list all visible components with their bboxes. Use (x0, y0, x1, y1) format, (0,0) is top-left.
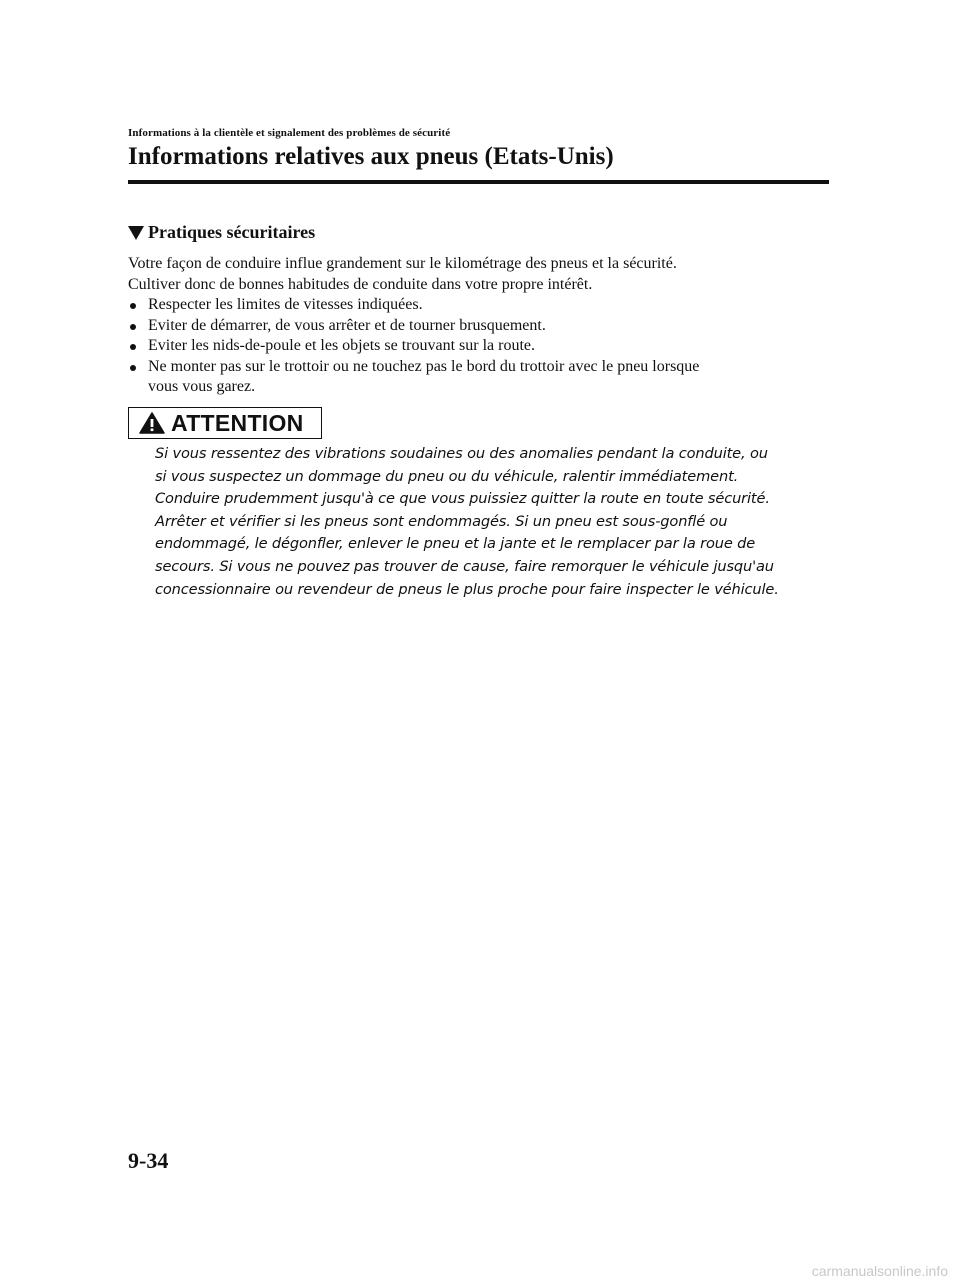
attention-line: si vous suspectez un dommage du pneu ou du véhicule, ralentir immédiatement. (155, 467, 739, 485)
intro-line: Cultiver donc de bonnes habitudes de conduite dans votre propre intérêt. (128, 275, 593, 293)
list-item-text: Ne monter pas sur le trottoir ou ne touchez pas le bord du trottoir avec le pneu lorsque (148, 357, 700, 375)
list-item (128, 357, 808, 398)
chapter-header: Informations à la clientèle et signalement des problèmes de sécurité (128, 127, 451, 139)
intro-line: Votre façon de conduire influe grandement sur le kilométrage des pneus et la sécurité. (128, 255, 677, 272)
bullet-icon (130, 324, 136, 330)
attention-line: secours. Si vous ne pouvez pas trouver de cause, faire remorquer le véhicule jusqu'au (155, 557, 774, 575)
page-number: 9-34 (128, 1148, 169, 1173)
page-title: Informations relatives aux pneus (Etats-Unis) (128, 143, 614, 170)
intro-paragraph (128, 254, 808, 295)
attention-line: concessionnaire ou revendeur de pneus le plus proche pour faire inspecter le véhicule. (155, 580, 779, 598)
bullet-icon (130, 365, 136, 371)
list-item (128, 316, 808, 337)
triangle-down-icon (128, 226, 144, 240)
list-item (128, 295, 808, 316)
attention-line: Arrêter et vérifier si les pneus sont endommagés. Si un pneu est sous-gonflé ou (155, 512, 728, 530)
list-item-text: Eviter les nids-de-poule et les objets se trouvant sur la route. (148, 337, 536, 354)
bullet-list (128, 295, 808, 398)
header-divider (128, 180, 829, 184)
attention-label-box (128, 407, 322, 439)
watermark: carmanualsonline.info (811, 1263, 948, 1279)
attention-line: Conduire prudemment jusqu'à ce que vous puissiez quitter la route en toute sécurité. (155, 490, 770, 508)
attention-line: endommagé, le dégonfler, enlever le pneu et la jante et le remplacer par la roue de (155, 535, 756, 553)
attention-label: ATTENTION (171, 409, 304, 436)
bullet-icon (130, 303, 136, 309)
list-item-text-continued: vous vous garez. (148, 378, 256, 395)
list-item (128, 336, 808, 357)
attention-line: Si vous ressentez des vibrations soudaines ou des anomalies pendant la conduite, ou (155, 445, 768, 462)
bullet-icon (130, 344, 136, 350)
section-heading (128, 222, 315, 243)
list-item-text: Eviter de démarrer, de vous arrêter et de tourner brusquement. (148, 316, 546, 334)
section-heading-text: Pratiques sécuritaires (148, 222, 316, 242)
warning-icon (139, 412, 165, 434)
attention-paragraph (155, 443, 815, 601)
list-item-text: Respecter les limites de vitesses indiquées. (148, 296, 423, 313)
